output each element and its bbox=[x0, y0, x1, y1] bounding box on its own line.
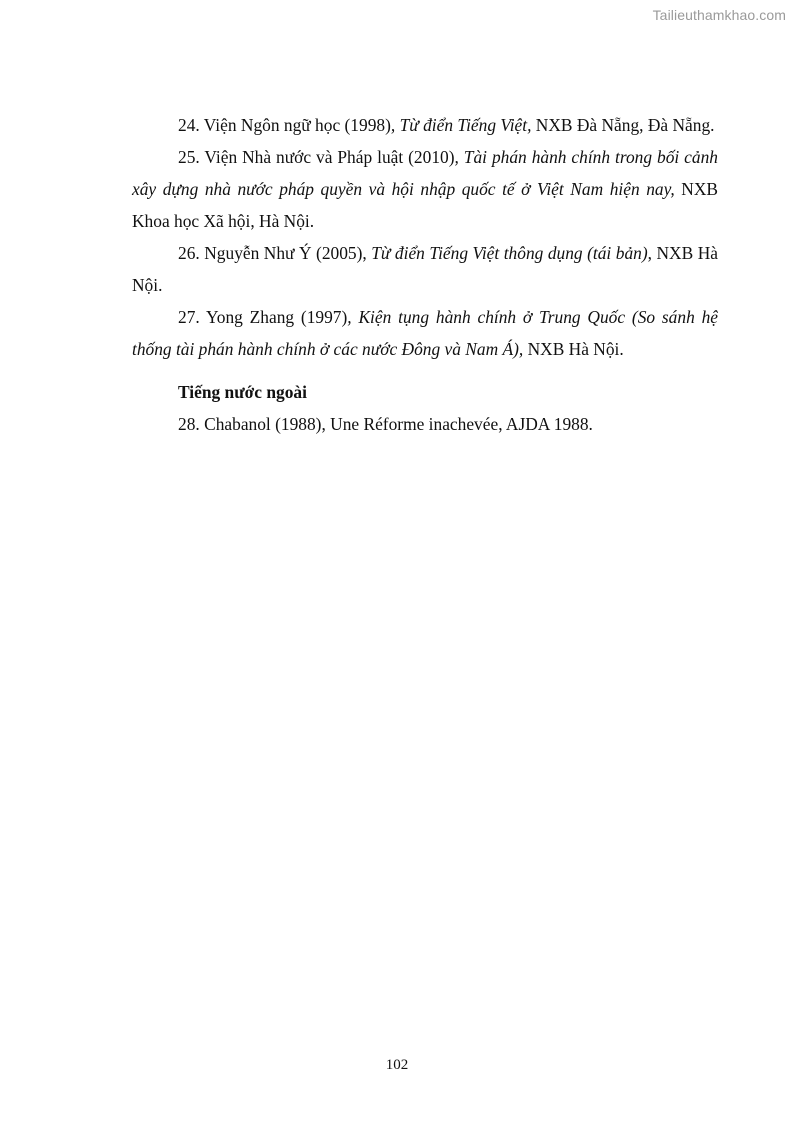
reference-number: 24. bbox=[178, 115, 200, 135]
reference-entry-26 bbox=[132, 237, 718, 301]
reference-entry-25 bbox=[132, 141, 718, 237]
reference-entry-24 bbox=[132, 109, 718, 141]
reference-author: Viện Nhà nước và Pháp luật (2010) bbox=[204, 147, 455, 167]
reference-title: Từ điển Tiếng Việt thông dụng (tái bản) bbox=[366, 243, 648, 263]
reference-publisher: , NXB Hà Nội. bbox=[132, 243, 718, 295]
reference-separator: , bbox=[347, 307, 352, 327]
reference-title: Tài phán hành chính trong bối cảnh xây dựng nhà nước pháp quyền và hội nhập quốc tế ở Việt Nam hiện nay, bbox=[132, 147, 718, 199]
reference-separator: , bbox=[454, 147, 459, 167]
reference-author: Nguyễn Như Ý (2005), bbox=[204, 243, 367, 263]
reference-publisher: NXB Hà Nội. bbox=[523, 339, 624, 359]
reference-number: 25. bbox=[178, 147, 200, 167]
section-heading-foreign: Tiếng nước ngoài bbox=[178, 382, 307, 402]
reference-entry-27 bbox=[132, 301, 718, 365]
reference-publisher: NXB Đà Nẵng, Đà Nẵng. bbox=[531, 115, 715, 135]
reference-entry-28 bbox=[132, 408, 718, 440]
reference-author: Yong Zhang (1997) bbox=[205, 307, 348, 327]
reference-separator: , bbox=[390, 115, 396, 135]
watermark-text: Tailieuthamkhao.com bbox=[652, 7, 786, 23]
page-number: 102 bbox=[385, 1057, 409, 1073]
reference-number: 27. bbox=[178, 307, 200, 327]
reference-title: Kiện tụng hành chính ở Trung Quốc (So sánh hệ thống tài phán hành chính ở các nước Đông và Nam Á), bbox=[132, 307, 719, 359]
reference-title: Từ điển Tiếng Việt, bbox=[395, 115, 532, 135]
reference-number: 26. bbox=[178, 243, 200, 263]
reference-author: Viện Ngôn ngữ học (1998) bbox=[203, 115, 391, 135]
reference-text: Chabanol (1988), Une Réforme inachevée, AJDA 1988. bbox=[204, 414, 593, 434]
reference-number: 28. bbox=[178, 414, 200, 434]
reference-list bbox=[132, 109, 718, 440]
reference-publisher: NXB Khoa học Xã hội, Hà Nội. bbox=[132, 179, 718, 231]
